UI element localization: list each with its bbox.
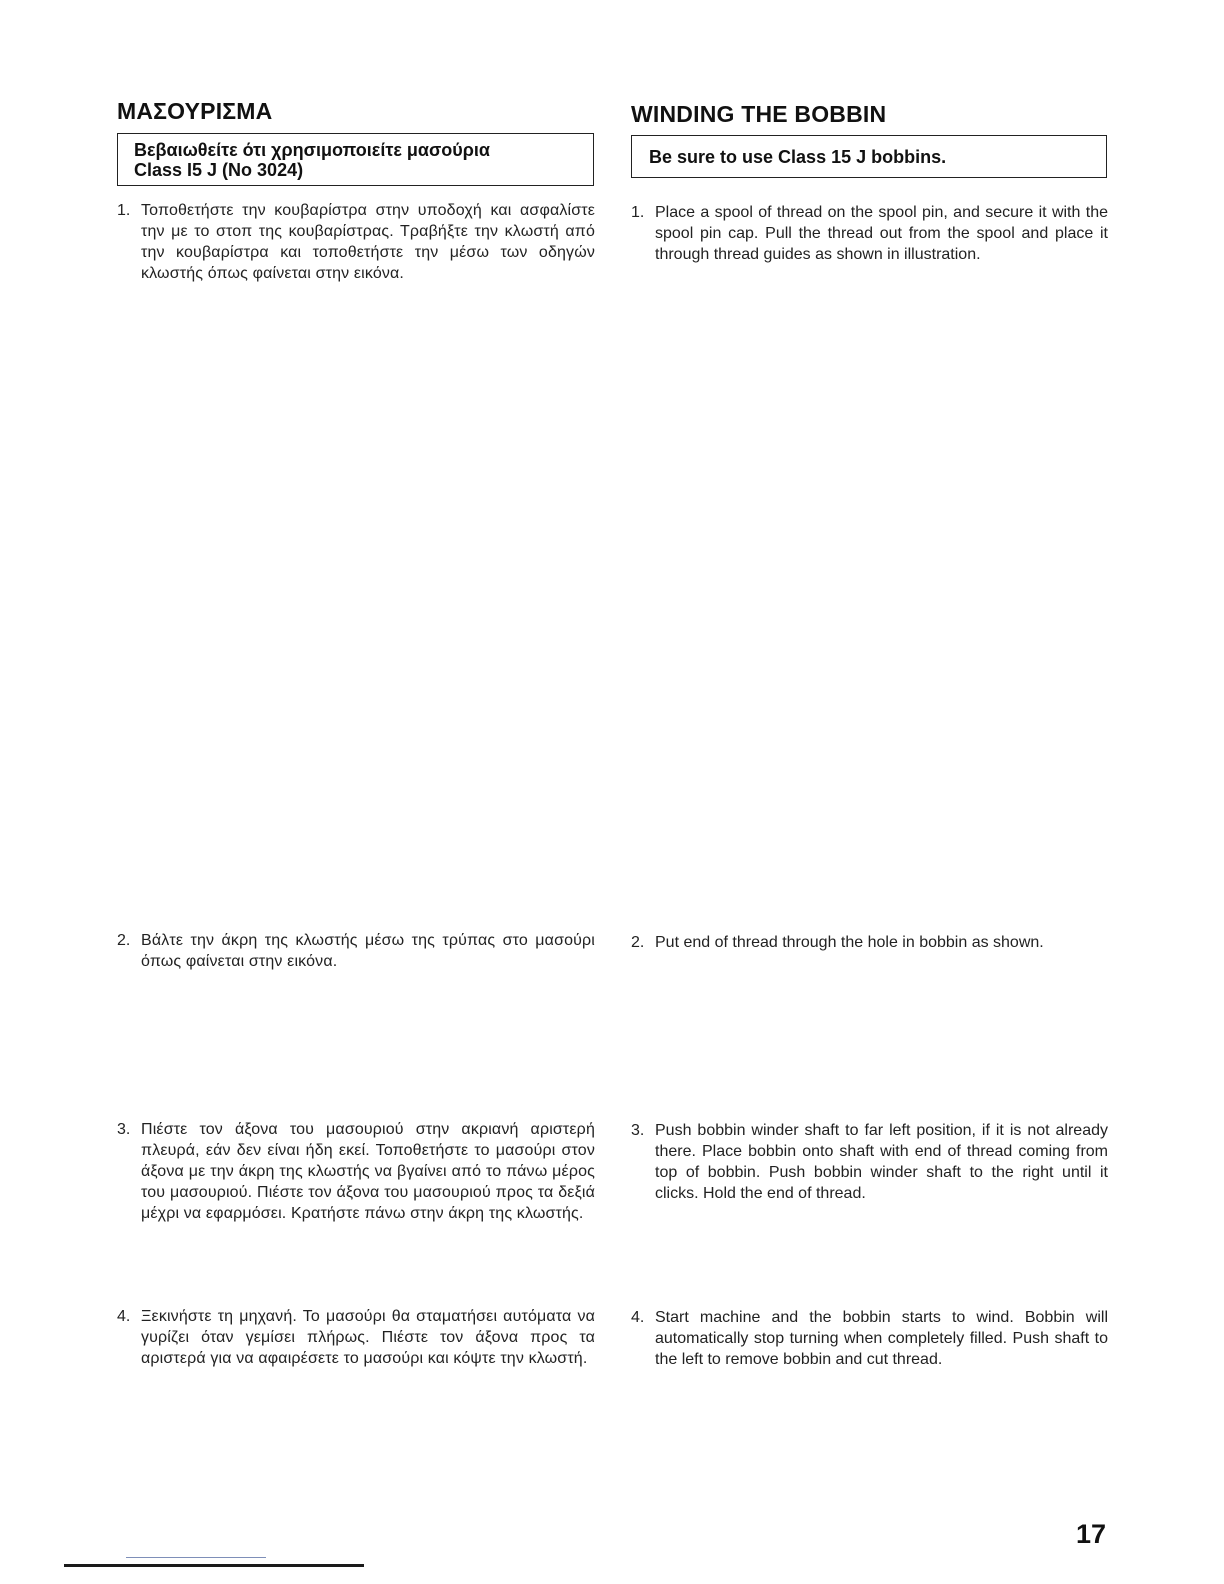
greek-step-4-text: Ξεκινήστε τη μηχανή. Το μασούρι θα σταματήσει αυτόματα να γυρίζει όταν γεμίσει πλήρως. Πιέστε τον άξονα προς τα αριστερά για να αφαιρέσετε το μασούρι και κόψτε την κλωστή. <box>141 1308 595 1367</box>
english-step-4-text: Start machine and the bobbin starts to wind. Bobbin will automatically stop turning when completely filled. Push shaft to the left to remove bobbin and cut thread. <box>655 1309 1108 1368</box>
footer-blue-rule <box>126 1557 266 1558</box>
footer-black-rule <box>64 1564 364 1567</box>
greek-step-2-number: 2. <box>117 932 131 949</box>
greek-section-title: ΜΑΣΟΥΡΙΣΜΑ <box>117 98 273 124</box>
english-step-4 <box>631 1307 1108 1370</box>
greek-note-line-1: Βεβαιωθείτε ότι χρησιμοποιείτε μασούρια <box>134 140 490 160</box>
greek-step-1 <box>117 200 595 284</box>
english-step-3 <box>631 1120 1108 1204</box>
greek-step-4-number: 4. <box>117 1308 131 1325</box>
english-step-1 <box>631 202 1108 265</box>
greek-step-3-number: 3. <box>117 1121 131 1138</box>
greek-step-2-text: Βάλτε την άκρη της κλωστής μέσω της τρύπας στο μασούρι όπως φαίνεται στην εικόνα. <box>141 932 595 970</box>
greek-step-3 <box>117 1119 595 1224</box>
english-step-4-number: 4. <box>631 1309 645 1326</box>
english-step-1-number: 1. <box>631 204 645 221</box>
english-step-1-text: Place a spool of thread on the spool pin, and secure it with the spool pin cap. Pull the thread out from the spool and place it through thread guides as shown in illustration. <box>655 204 1108 263</box>
english-step-2-number: 2. <box>631 934 645 951</box>
greek-step-4 <box>117 1306 595 1369</box>
greek-note-box <box>117 133 594 186</box>
english-step-2-text: Put end of thread through the hole in bobbin as shown. <box>655 934 1044 951</box>
english-step-3-text: Push bobbin winder shaft to far left position, if it is not already there. Place bobbin onto shaft with end of thread coming from top of bobbin. Push bobbin winder shaft to the right until it clicks. Hold the end of thread. <box>655 1122 1108 1202</box>
greek-note-line-2: Class I5 J (No 3024) <box>134 160 304 180</box>
english-step-3-number: 3. <box>631 1122 645 1139</box>
greek-step-1-number: 1. <box>117 202 131 219</box>
english-section-title: WINDING THE BOBBIN <box>631 101 887 127</box>
english-note-text: Be sure to use Class 15 J bobbins. <box>649 147 947 167</box>
english-step-2 <box>631 932 1108 953</box>
page-number: 17 <box>1076 1519 1107 1549</box>
greek-step-3-text: Πιέστε τον άξονα του μασουριού στην ακριανή αριστερή πλευρά, εάν δεν είναι ήδη εκεί. Τοποθετήστε το μασούρι στον άξονα με την άκρη της κλωστής να βγαίνει από το πάνω μέρος του μασουριού. Πιέστε τον άξονα του μασουριού προς τα δεξιά μέχρι να εφαρμόσει. Κρατήστε πάνω στην άκρη της κλωστής. <box>141 1121 595 1222</box>
greek-step-2 <box>117 930 595 972</box>
english-note-box <box>631 135 1107 178</box>
greek-step-1-text: Τοποθετήστε την κουβαρίστρα στην υποδοχή και ασφαλίστε την με το στοπ της κουβαρίστρας. Τραβήξτε την κλωστή από την κουβαρίστρα και τοποθετήστε την μέσω των οδηγών κλωστής όπως φαίνεται στην εικόνα. <box>141 202 595 282</box>
